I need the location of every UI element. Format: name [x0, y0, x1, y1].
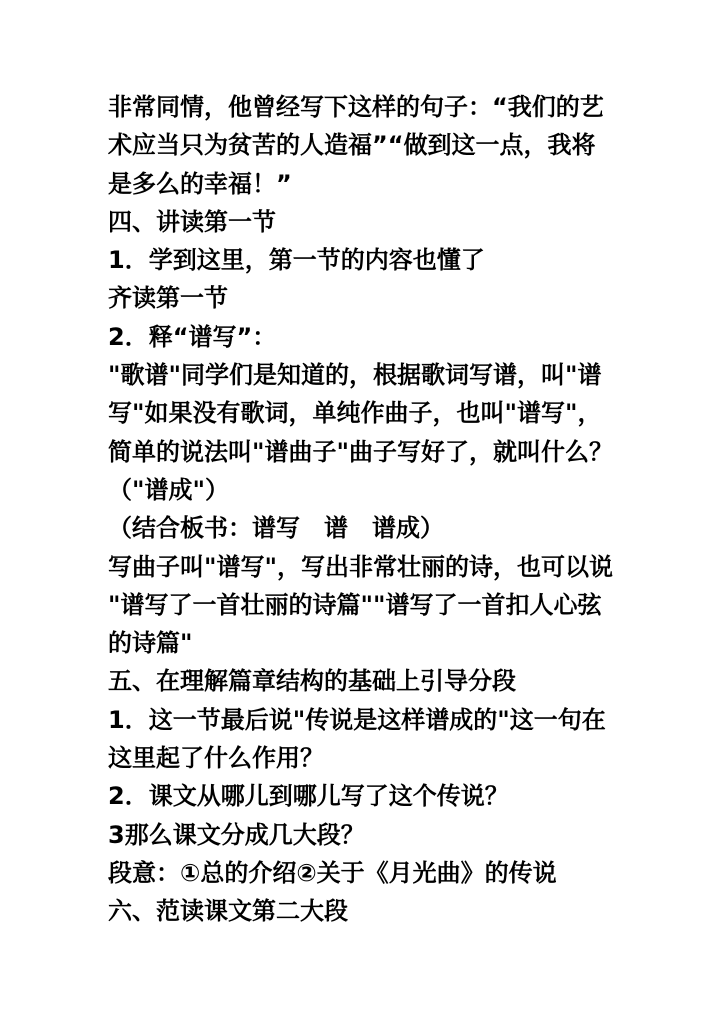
section-heading: 六、范读课文第二大段	[108, 897, 348, 926]
text-line: 这里起了什么作用？	[108, 744, 324, 773]
text-line: （"谱成"）	[108, 475, 230, 504]
list-item: 2．释“谱写”：	[108, 322, 277, 351]
list-item: 1．学到这里，第一节的内容也懂了	[108, 246, 485, 275]
text-line: 齐读第一节	[108, 284, 228, 313]
text-line: "歌谱"同学们是知道的，根据歌词写谱，叫"谱	[108, 361, 602, 390]
text-line: 非常同情，他曾经写下这样的句子：“我们的艺	[108, 93, 604, 121]
list-item: 1．这一节最后说"传说是这样谱成的"这一句在	[108, 705, 606, 734]
text-line: 的诗篇"	[108, 629, 193, 658]
text-line: （结合板书：谱写 谱 谱成）	[108, 514, 444, 543]
text-line: 术应当只为贫苦的人造福”“做到这一点，我将	[108, 131, 596, 160]
section-heading: 四、讲读第一节	[108, 207, 276, 236]
text-line: 段意：①总的介绍②关于《月光曲》的传说	[108, 858, 557, 887]
section-heading: 五、在理解篇章结构的基础上引导分段	[108, 667, 516, 696]
body-text	[108, 88, 628, 931]
list-item: 3那么课文分成几大段？	[108, 820, 365, 849]
list-item: 2．课文从哪儿到哪儿写了这个传说？	[108, 782, 509, 811]
text-line: 写"如果没有歌词，单纯作曲子，也叫"谱写"，	[108, 399, 602, 428]
text-line: 简单的说法叫"谱曲子"曲子写好了，就叫什么？	[108, 437, 614, 466]
text-line: 写曲子叫"谱写"，写出非常壮丽的诗，也可以说	[108, 552, 614, 581]
text-line: 是多么的幸福！”	[108, 169, 292, 198]
text-line: "谱写了一首壮丽的诗篇""谱写了一首扣人心弦	[108, 590, 602, 619]
